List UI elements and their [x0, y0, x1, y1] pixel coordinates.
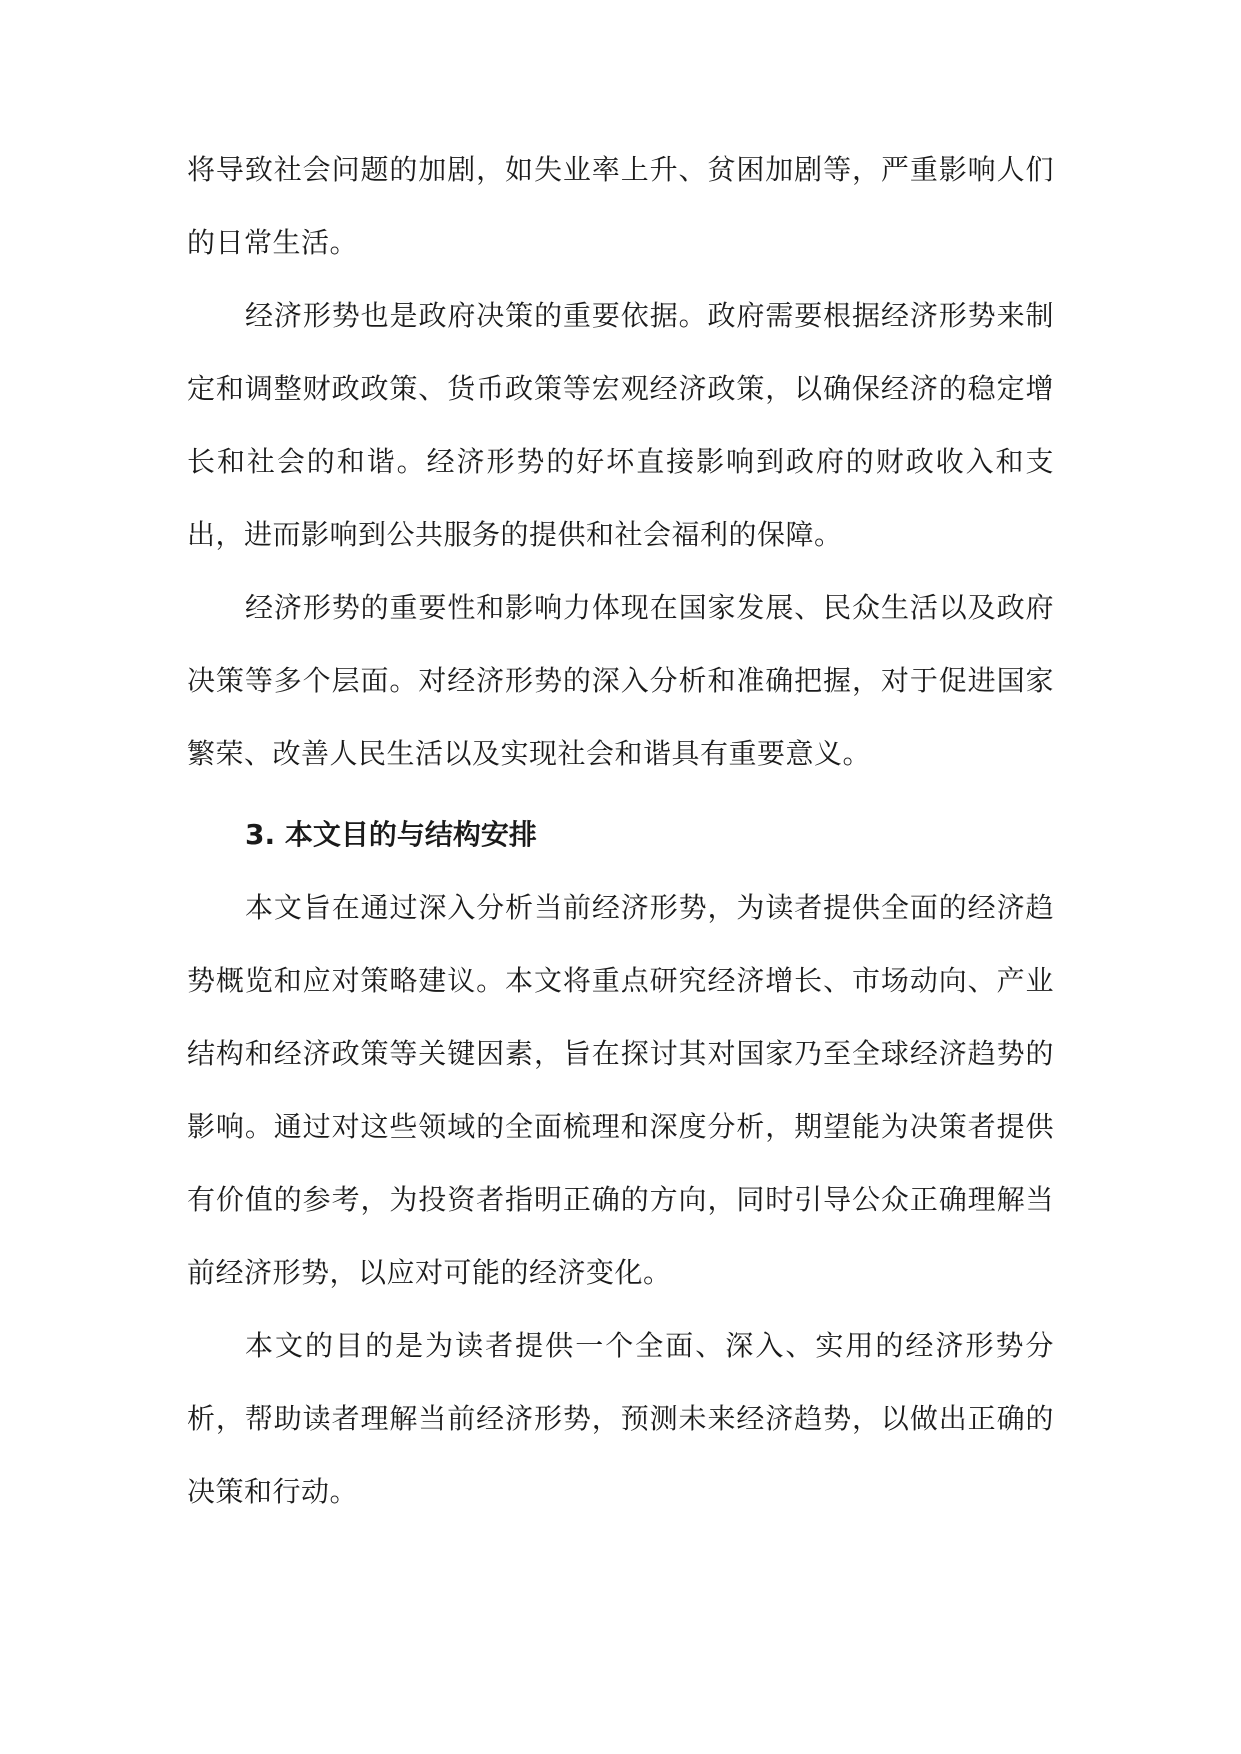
- paragraph-purpose: 本文旨在通过深入分析当前经济形势，为读者提供全面的经济趋势概览和应对策略建议。本文将重点研究经济增长、市场动向、产业结构和经济政策等关键因素，旨在探讨其对国家乃至全球经济趋势的影响。通过对这些领域的全面梳理和深度分析，期望能为决策者提供有价值的参考，为投资者指明正确的方向，同时引导公众正确理解当前经济形势，以应对可能的经济变化。: [187, 891, 1054, 1289]
- paragraph-continuation: 将导致社会问题的加剧，如失业率上升、贫困加剧等，严重影响人们的日常生活。: [187, 153, 1054, 259]
- spacer: [187, 790, 1054, 798]
- paragraph-goal: 本文的目的是为读者提供一个全面、深入、实用的经济形势分析，帮助读者理解当前经济形势，预测未来经济趋势，以做出正确的决策和行动。: [187, 1329, 1054, 1508]
- paragraph-government-policy: 经济形势也是政府决策的重要依据。政府需要根据经济形势来制定和调整财政政策、货币政策等宏观经济政策，以确保经济的稳定增长和社会的和谐。经济形势的好坏直接影响到政府的财政收入和支出，进而影响到公共服务的提供和社会福利的保障。: [187, 299, 1054, 551]
- paragraph-importance-summary: 经济形势的重要性和影响力体现在国家发展、民众生活以及政府决策等多个层面。对经济形势的深入分析和准确把握，对于促进国家繁荣、改善人民生活以及实现社会和谐具有重要意义。: [187, 591, 1054, 770]
- document-body: [187, 133, 1054, 1528]
- section-heading: 3. 本文目的与结构安排: [245, 818, 537, 851]
